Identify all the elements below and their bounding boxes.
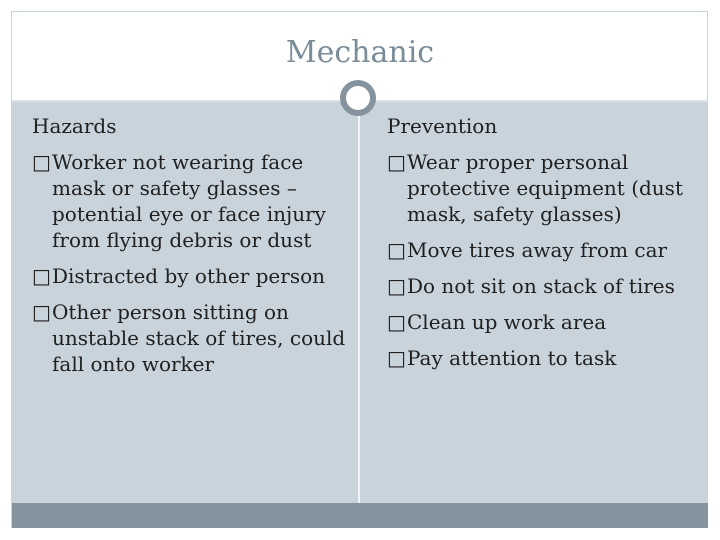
prevention-column — [387, 113, 710, 381]
hazard-item — [32, 149, 352, 253]
hazard-item — [32, 263, 352, 289]
prevention-item-text: Clean up work area — [407, 310, 607, 334]
prevention-item-text: Move tires away from car — [407, 238, 668, 262]
square-bullet-icon: □ — [387, 238, 406, 262]
square-bullet-icon: □ — [32, 300, 51, 324]
square-bullet-icon: □ — [387, 150, 406, 174]
prevention-item — [387, 345, 710, 371]
prevention-list — [387, 149, 710, 371]
prevention-item-text: Wear proper personal protective equipment (dust mask, safety glasses) — [407, 150, 683, 226]
prevention-item — [387, 309, 710, 335]
square-bullet-icon: □ — [387, 310, 406, 334]
prevention-item — [387, 273, 710, 299]
hazard-item-text: Other person sitting on unstable stack of tires, could fall onto worker — [52, 300, 346, 376]
square-bullet-icon: □ — [32, 264, 51, 288]
prevention-item — [387, 149, 710, 227]
prevention-item-text: Do not sit on stack of tires — [407, 274, 675, 298]
hazards-list — [32, 149, 352, 377]
prevention-item-text: Pay attention to task — [407, 346, 617, 370]
hazard-item — [32, 299, 352, 377]
square-bullet-icon: □ — [32, 150, 51, 174]
hazards-heading: Hazards — [32, 114, 117, 138]
circle-ornament-icon — [340, 80, 376, 116]
prevention-heading: Prevention — [387, 114, 498, 138]
prevention-item — [387, 237, 710, 263]
hazards-column — [32, 113, 352, 387]
hazard-item-text: Worker not wearing face mask or safety glasses – potential eye or face injury from flying debris or dust — [52, 150, 326, 252]
column-divider — [358, 101, 360, 503]
slide-title: Mechanic — [285, 35, 435, 70]
square-bullet-icon: □ — [387, 274, 406, 298]
footer-bar — [12, 503, 708, 528]
hazard-item-text: Distracted by other person — [52, 264, 326, 288]
square-bullet-icon: □ — [387, 346, 406, 370]
